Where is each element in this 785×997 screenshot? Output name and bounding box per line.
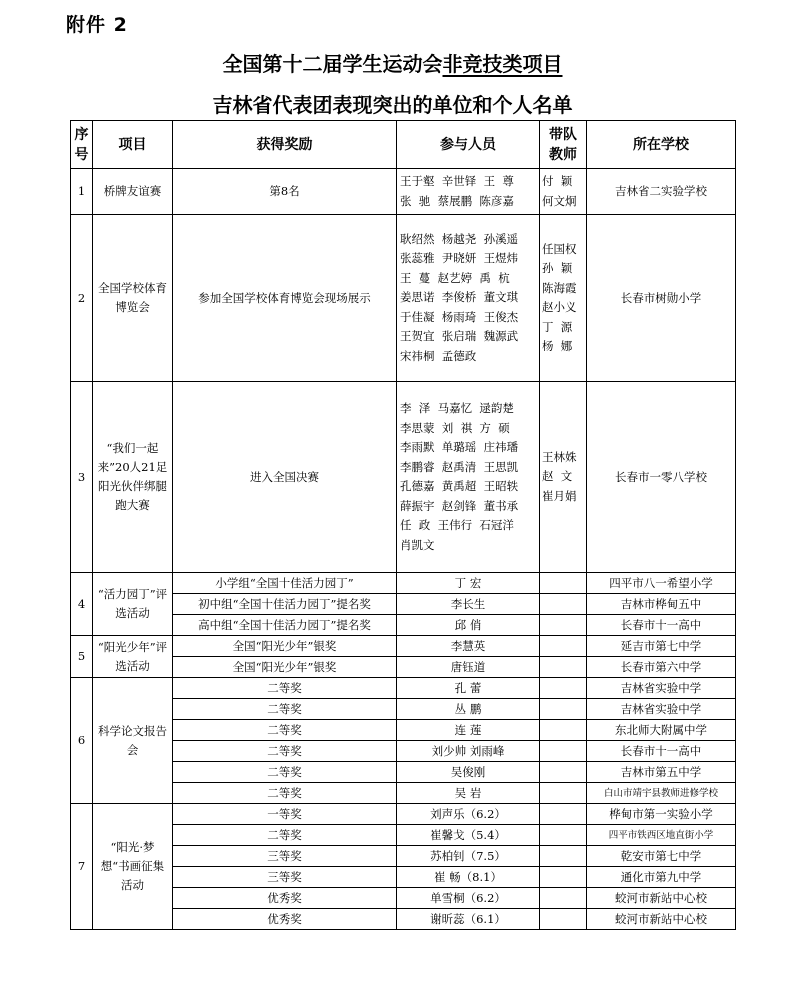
teacher-cell (540, 657, 587, 678)
award-cell: 一等奖 (173, 804, 397, 825)
school-cell: 长春市十一高中 (587, 741, 736, 762)
row-number: 5 (71, 636, 93, 678)
award-cell: 全国“阳光少年”银奖 (173, 657, 397, 678)
header-teacher (540, 121, 587, 169)
teacher-cell (540, 804, 587, 825)
award-cell: 二等奖 (173, 825, 397, 846)
award-cell: 高中组“全国十佳活力园丁”提名奖 (173, 615, 397, 636)
title-prefix: 全国第十二届学生运动会 (222, 52, 443, 76)
school-cell: 长春市十一高中 (587, 615, 736, 636)
title-line-2: 吉林省代表团表现突出的单位和个人名单 (212, 93, 573, 117)
teacher-cell (540, 783, 587, 804)
header-award: 获得奖励 (173, 121, 397, 169)
people-cell: 丛 鹏 (397, 699, 540, 720)
teacher-cell (540, 636, 587, 657)
header-school: 所在学校 (587, 121, 736, 169)
school-cell: 桦甸市第一实验小学 (587, 804, 736, 825)
award-cell: 第8名 (173, 169, 397, 215)
school-cell: 蛟河市新站中心校 (587, 909, 736, 930)
teacher-cell: 付 颖 何文炯 (540, 169, 587, 215)
teacher-cell (540, 678, 587, 699)
people-cell: 刘少帅 刘雨峰 (397, 741, 540, 762)
award-cell: 优秀奖 (173, 888, 397, 909)
award-cell: 小学组“全国十佳活力园丁” (173, 573, 397, 594)
school-cell: 四平市八一希望小学 (587, 573, 736, 594)
people-cell: 李长生 (397, 594, 540, 615)
title-underlined: 非竞技类项目 (442, 52, 563, 76)
project-name: 全国学校体育博览会 (93, 215, 173, 382)
row-number: 6 (71, 678, 93, 804)
school-cell: 吉林市第五中学 (587, 762, 736, 783)
school-cell: 吉林省实验中学 (587, 678, 736, 699)
project-name: “阳光少年”评选活动 (93, 636, 173, 678)
award-cell: 参加全国学校体育博览会现场展示 (173, 215, 397, 382)
table-body (71, 169, 736, 930)
school-cell: 吉林省实验中学 (587, 699, 736, 720)
award-cell: 优秀奖 (173, 909, 397, 930)
teacher-cell (540, 909, 587, 930)
table-row (71, 573, 736, 594)
school-cell: 四平市铁西区地直街小学 (587, 825, 736, 846)
header-people: 参与人员 (397, 121, 540, 169)
awards-table (70, 120, 736, 930)
teacher-cell (540, 867, 587, 888)
people-cell: 苏柏钊（7.5） (397, 846, 540, 867)
teacher-cell (540, 699, 587, 720)
row-number: 3 (71, 382, 93, 573)
teacher-cell (540, 594, 587, 615)
header-teacher-text: 带队教师 (549, 126, 577, 163)
teacher-cell (540, 615, 587, 636)
project-name: “阳光·梦想“书画征集活动 (93, 804, 173, 930)
award-cell: 二等奖 (173, 699, 397, 720)
school-cell: 通化市第九中学 (587, 867, 736, 888)
school-cell: 白山市靖宇县教师进修学校 (587, 783, 736, 804)
row-number: 2 (71, 215, 93, 382)
people-cell: 李 泽 马嘉忆 逯韵楚 李思蒙 刘 祺 方 硕 李雨默 单璐瑶 庄祎璠 李鹏睿 赵禹清 王思凯 孔德嘉 黄禹超 王昭轶 薛振宇 赵剑锋 董书承 任 政 王伟行 石冠洋 肖凯文 (397, 382, 540, 573)
teacher-cell (540, 573, 587, 594)
project-name: 桥牌友谊赛 (93, 169, 173, 215)
table-row (71, 678, 736, 699)
people-cell: 谢昕蕊（6.1） (397, 909, 540, 930)
attachment-label: 附件 2 (66, 14, 128, 36)
award-cell: 二等奖 (173, 678, 397, 699)
people-cell: 王于壑 辛世铎 王 尊 张 驰 蔡展鹏 陈彦嘉 (397, 169, 540, 215)
school-cell: 吉林市桦甸五中 (587, 594, 736, 615)
people-cell: 连 莲 (397, 720, 540, 741)
school-cell: 乾安市第七中学 (587, 846, 736, 867)
people-cell: 耿绍然 杨越尧 孙溪遥 张蕊雅 尹晓妍 王煜炜 王 蔓 赵艺婷 禹 杭 姜思诺 李俊桥 董文琪 于佳凝 杨雨琦 王俊杰 王贺宜 张启瑞 魏源武 宋祎桐 孟德政 (397, 215, 540, 382)
row-number: 1 (71, 169, 93, 215)
teacher-cell (540, 741, 587, 762)
people-cell: 唐钰道 (397, 657, 540, 678)
header-row (71, 121, 736, 169)
school-cell: 蛟河市新站中心校 (587, 888, 736, 909)
people-cell: 李慧英 (397, 636, 540, 657)
table-row (71, 636, 736, 657)
award-cell: 全国“阳光少年”银奖 (173, 636, 397, 657)
teacher-cell (540, 762, 587, 783)
people-cell: 刘声乐（6.2） (397, 804, 540, 825)
table-row (71, 169, 736, 215)
header-num-text: 序号 (74, 126, 89, 163)
row-number: 7 (71, 804, 93, 930)
teacher-cell (540, 825, 587, 846)
project-name: “活力园丁”评选活动 (93, 573, 173, 636)
people-cell: 崔 畅（8.1） (397, 867, 540, 888)
people-cell: 单雪桐（6.2） (397, 888, 540, 909)
school-cell: 延吉市第七中学 (587, 636, 736, 657)
award-cell: 二等奖 (173, 720, 397, 741)
award-cell: 二等奖 (173, 783, 397, 804)
people-cell: 吴 岩 (397, 783, 540, 804)
school-cell: 长春市一零八学校 (587, 382, 736, 573)
row-number: 4 (71, 573, 93, 636)
title-line-1 (0, 48, 785, 77)
people-cell: 孔 蕾 (397, 678, 540, 699)
table-row (71, 382, 736, 573)
school-cell: 吉林省二实验学校 (587, 169, 736, 215)
teacher-cell (540, 888, 587, 909)
award-cell: 二等奖 (173, 741, 397, 762)
table-row (71, 804, 736, 825)
people-cell: 丁 宏 (397, 573, 540, 594)
header-project: 项目 (93, 121, 173, 169)
teacher-cell (540, 720, 587, 741)
school-cell: 东北师大附属中学 (587, 720, 736, 741)
teacher-cell (540, 846, 587, 867)
teacher-cell: 王林姝 赵 文 崔月娟 (540, 382, 587, 573)
table-row (71, 215, 736, 382)
school-cell: 长春市第六中学 (587, 657, 736, 678)
award-cell: 三等奖 (173, 846, 397, 867)
award-cell: 进入全国决赛 (173, 382, 397, 573)
school-cell: 长春市树勋小学 (587, 215, 736, 382)
header-num (71, 121, 93, 169)
people-cell: 崔馨戈（5.4） (397, 825, 540, 846)
project-name: “我们一起来”20人21足阳光伙伴绑腿跑大赛 (93, 382, 173, 573)
people-cell: 邱 俏 (397, 615, 540, 636)
award-cell: 初中组“全国十佳活力园丁”提名奖 (173, 594, 397, 615)
project-name: 科学论文报告会 (93, 678, 173, 804)
award-cell: 二等奖 (173, 762, 397, 783)
people-cell: 吴俊刚 (397, 762, 540, 783)
teacher-cell: 任国权 孙 颖 陈海霞 赵小义 丁 源 杨 娜 (540, 215, 587, 382)
award-cell: 三等奖 (173, 867, 397, 888)
